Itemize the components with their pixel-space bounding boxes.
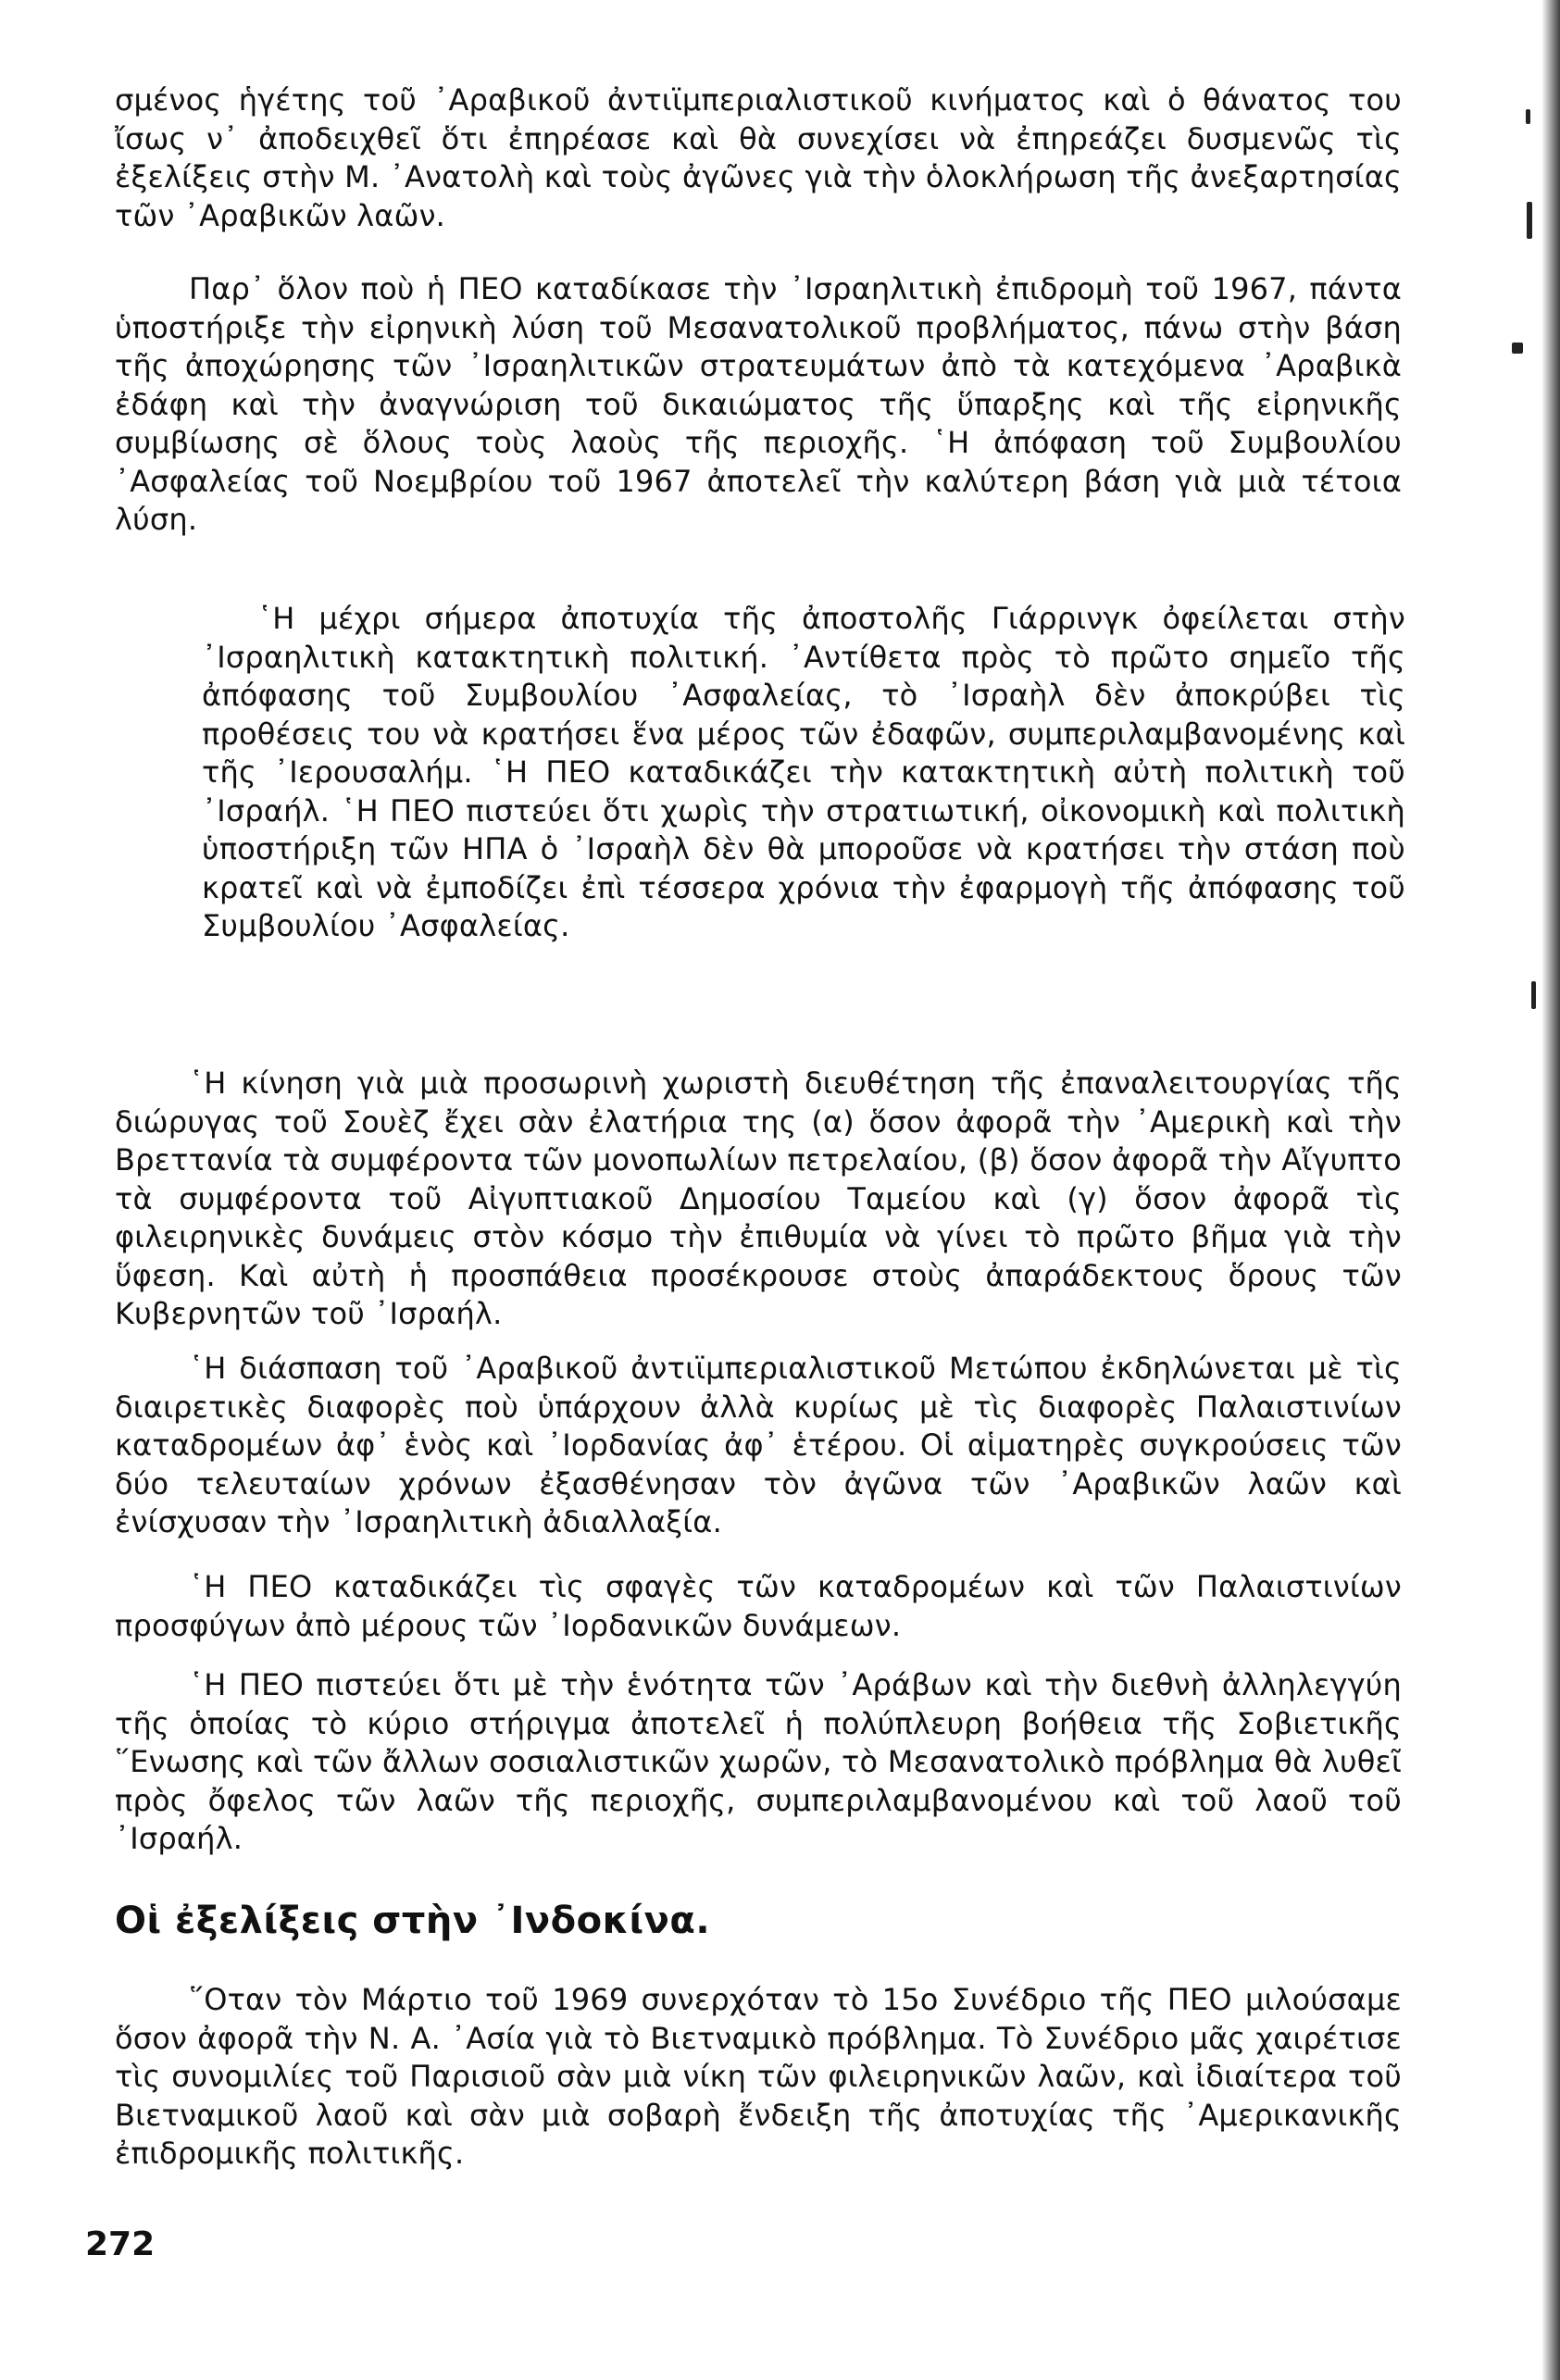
- paragraph-6: [115, 1568, 1402, 1645]
- paragraph-text: ῾Η ΠΕΟ πιστεύει ὅτι μὲ τὴν ἑνότητα τῶν ᾿Αράβων καὶ τὴν διεθνὴ ἀλληλεγγύη τῆς ὁποίας τὸ κύριο στήριγμα ἀποτελεῖ ἡ πολύπλευρη βοήθεια τῆς Σοβιετικῆς ῞Ενωσης καὶ τῶν ἄλλων σοσιαλιστικῶν χωρῶν, τὸ Μεσανατολικὸ πρόβλημα θὰ λυθεῖ πρὸς ὄφελος τῶν λαῶν τῆς περιοχῆς, συμπεριλαμβανομένου καὶ τοῦ λαοῦ τοῦ ᾿Ισραήλ.: [115, 1667, 1402, 1856]
- paragraph-text: ῾Η διάσπαση τοῦ ᾿Αραβικοῦ ἀντιϊμπεριαλιστικοῦ Μετώπου ἐκδηλώνεται μὲ τὶς διαιρετικὲς διαφορὲς ποὺ ὑπάρχουν ἀλλὰ κυρίως μὲ τὶς διαφορὲς Παλαιστινίων καταδρομέων ἀφ᾿ ἑνὸς καὶ ᾿Ιορδανίας ἀφ᾿ ἑτέρου. Οἱ αἱματηρὲς συγκρούσεις τῶν δύο τελευταίων χρόνων ἐξασθένησαν τὸν ἀγῶνα τῶν ᾿Αραβικῶν λαῶν καὶ ἐνίσχυσαν τὴν ᾿Ισραηλιτικὴ ἀδιαλλαξία.: [115, 1351, 1402, 1539]
- paragraph-4: [115, 1065, 1402, 1334]
- paragraph-7: [115, 1666, 1402, 1859]
- paragraph-text: σμένος ἡγέτης τοῦ ᾿Αραβικοῦ ἀντιϊμπεριαλιστικοῦ κινήματος καὶ ὁ θάνατος του ἴσως ν᾿ ἀποδειχθεῖ ὅτι ἐπηρέασε καὶ θὰ συνεχίσει νὰ ἐπηρεάζει δυσμενῶς τὶς ἐξελίξεις στὴν Μ. ᾿Ανατολὴ καὶ τοὺς ἀγῶνες γιὰ τὴν ὁλοκλήρωση τῆς ἀνεξαρτησίας τῶν ᾿Αραβικῶν λαῶν.: [115, 82, 1402, 233]
- paragraph-text: ῾Η ΠΕΟ καταδικάζει τὶς σφαγὲς τῶν καταδρομέων καὶ τῶν Παλαιστινίων προσφύγων ἀπὸ μέρους τῶν ᾿Ιορδανικῶν δυνάμεων.: [115, 1569, 1402, 1643]
- paragraph-text: ῾Η κίνηση γιὰ μιὰ προσωρινὴ χωριστὴ διευθέτηση τῆς ἐπαναλειτουργίας τῆς διώρυγας τοῦ Σουὲζ ἔχει σὰν ἐλατήρια της (α) ὅσον ἀφορᾶ τὴν ᾿Αμερικὴ καὶ τὴν Βρεττανία τὰ συμφέροντα τῶν μονοπωλίων πετρελαίου, (β) ὅσον ἀφορᾶ τὴν Αἴγυπτο τὰ συμφέροντα τοῦ Αἰγυπτιακοῦ Δημοσίου Ταμείου καὶ (γ) ὅσον ἀφορᾶ τὶς φιλειρηνικὲς δυνάμεις στὸν κόσμο τὴν ἐπιθυμία νὰ γίνει τὸ πρῶτο βῆμα γιὰ τὴν ὕφεση. Καὶ αὐτὴ ἡ προσπάθεια προσέκρουσε στοὺς ἀπαράδεκτους ὅρους τῶν Κυβερνητῶν τοῦ ᾿Ισραήλ.: [115, 1065, 1402, 1331]
- paragraph-1: [115, 81, 1402, 235]
- scan-speck: [1512, 343, 1523, 354]
- section-heading: Οἱ ἐξελίξεις στὴν ᾿Ινδοκίνα.: [115, 1900, 711, 1942]
- paragraph-final: [115, 1981, 1402, 2174]
- paragraph-3-inset: [202, 600, 1405, 946]
- page-number: 272: [85, 2225, 156, 2263]
- paragraph-text: ῞Οταν τὸν Μάρτιο τοῦ 1969 συνερχόταν τὸ 15ο Συνέδριο τῆς ΠΕΟ μιλούσαμε ὅσον ἀφορᾶ τὴν Ν. Α. ᾿Ασία γιὰ τὸ Βιετναμικὸ πρόβλημα. Τὸ Συνέδριο μᾶς χαιρέτισε τὶς συνομιλίες τοῦ Παρισιοῦ σὰν μιὰ νίκη τῶν φιλειρηνικῶν λαῶν, καὶ ἰδιαίτερα τοῦ Βιετναμικοῦ λαοῦ καὶ σὰν μιὰ σοβαρὴ ἔνδειξη τῆς ἀποτυχίας τῆς ᾿Αμερικανικῆς ἐπιδρομικῆς πολιτικῆς.: [115, 1982, 1402, 2171]
- paragraph-text: Παρ᾿ ὅλον ποὺ ἡ ΠΕΟ καταδίκασε τὴν ᾿Ισραηλιτικὴ ἐπιδρομὴ τοῦ 1967, πάντα ὑποστήριξε τὴν εἰρηνικὴ λύση τοῦ Μεσανατολικοῦ προβλήματος, πάνω στὴν βάση τῆς ἀποχώρησης τῶν ᾿Ισραηλιτικῶν στρατευμάτων ἀπὸ τὰ κατεχόμενα ᾿Αραβικὰ ἐδάφη καὶ τὴν ἀναγνώριση τοῦ δικαιώματος τῆς ὕπαρξης καὶ τῆς εἰρηνικῆς συμβίωσης σὲ ὅλους τοὺς λαοὺς τῆς περιοχῆς. ῾Η ἀπόφαση τοῦ Συμβουλίου ᾿Ασφαλείας τοῦ Νοεμβρίου τοῦ 1967 ἀποτελεῖ τὴν καλύτερη βάση γιὰ μιὰ τέτοια λύση.: [115, 271, 1402, 537]
- scan-speck: [1531, 981, 1536, 1009]
- scan-speck: [1526, 109, 1530, 124]
- paragraph-2: [115, 270, 1402, 540]
- paragraph-5: [115, 1350, 1402, 1542]
- paragraph-text: ῾Η μέχρι σήμερα ἀποτυχία τῆς ἀποστολῆς Γιάρρινγκ ὀφείλεται στὴν ᾿Ισραηλιτικὴ κατακτητικὴ πολιτική. ᾿Αντίθετα πρὸς τὸ πρῶτο σημεῖο τῆς ἀπόφασης τοῦ Συμβουλίου ᾿Ασφαλείας, τὸ ᾿Ισραὴλ δὲν ἀποκρύβει τὶς προθέσεις του νὰ κρατήσει ἕνα μέρος τῶν ἐδαφῶν, συμπεριλαμβανομένης καὶ τῆς ᾿Ιερουσαλήμ. ῾Η ΠΕΟ καταδικάζει τὴν κατακτητικὴ αὐτὴ πολιτικὴ τοῦ ᾿Ισραήλ. ῾Η ΠΕΟ πιστεύει ὅτι χωρὶς τὴν στρατιωτική, οἰκονομικὴ καὶ πολιτικὴ ὑποστήριξη τῶν ΗΠΑ ὁ ᾿Ισραὴλ δὲν θὰ μποροῦσε νὰ κρατήσει τὴν στάση ποὺ κρατεῖ καὶ νὰ ἐμποδίζει ἐπὶ τέσσερα χρόνια τὴν ἐφαρμογὴ τῆς ἀπόφασης τοῦ Συμβουλίου ᾿Ασφαλείας.: [202, 601, 1405, 943]
- scan-edge-shadow: [1541, 0, 1560, 2380]
- scan-speck: [1527, 202, 1532, 239]
